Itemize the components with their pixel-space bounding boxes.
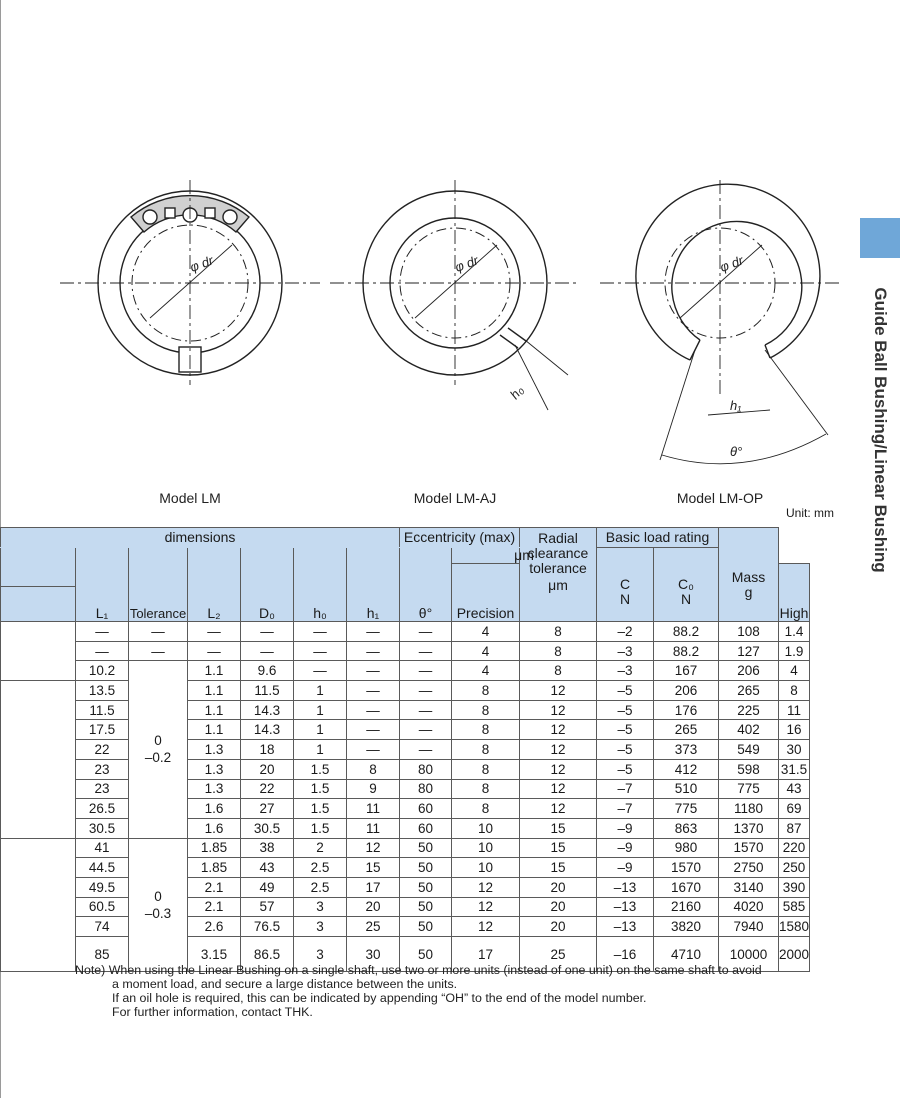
table-row <box>1 740 810 760</box>
table-cell: — <box>294 622 347 642</box>
table-cell: –3 <box>597 641 654 661</box>
table-cell: 23 <box>76 779 129 799</box>
table-cell: 1180 <box>719 799 779 819</box>
lm-aj-dr-label: φ dr <box>452 252 481 275</box>
table-cell: 50 <box>400 897 452 917</box>
table-cell: 2.1 <box>188 877 241 897</box>
table-cell: 15 <box>520 818 597 838</box>
table-cell: 8 <box>779 681 810 701</box>
table-cell: 127 <box>719 641 779 661</box>
table-cell: 1.9 <box>779 641 810 661</box>
table-cell: –13 <box>597 897 654 917</box>
table-cell: 1 <box>294 700 347 720</box>
table-cell: 775 <box>719 779 779 799</box>
table-cell: 20 <box>520 897 597 917</box>
model-lm-drawing <box>60 180 320 385</box>
precision-header: Precision <box>452 564 520 622</box>
table-cell: — <box>400 681 452 701</box>
table-cell: –5 <box>597 740 654 760</box>
table-cell: 1370 <box>719 818 779 838</box>
table-cell: — <box>129 641 188 661</box>
table-row <box>1 641 810 661</box>
table-cell: 4020 <box>719 897 779 917</box>
table-cell: 2.5 <box>294 877 347 897</box>
table-cell: — <box>347 681 400 701</box>
table-cell: 17 <box>452 937 520 972</box>
table-cell: 2000 <box>779 937 810 972</box>
high-header: High <box>779 564 810 622</box>
table-cell: 1.5 <box>294 779 347 799</box>
table-cell: –7 <box>597 779 654 799</box>
table-cell: 412 <box>654 759 719 779</box>
header-blank-cell <box>1 548 76 587</box>
table-cell: 15 <box>520 838 597 858</box>
table-cell: 22 <box>241 779 294 799</box>
table-cell: 8 <box>452 779 520 799</box>
table-cell: 176 <box>654 700 719 720</box>
table-cell: –5 <box>597 681 654 701</box>
table-cell: — <box>400 720 452 740</box>
table-cell: 43 <box>779 779 810 799</box>
table-cell: 12 <box>452 897 520 917</box>
table-cell: 60 <box>400 818 452 838</box>
table-cell: 8 <box>520 622 597 642</box>
table-cell: 1.1 <box>188 661 241 681</box>
row-group-cell <box>1 838 76 971</box>
table-cell: — <box>347 720 400 740</box>
table-cell: 10000 <box>719 937 779 972</box>
table-cell: 57 <box>241 897 294 917</box>
table-cell: 1.85 <box>188 838 241 858</box>
table-row <box>1 799 810 819</box>
model-lm-aj-drawing <box>330 180 580 410</box>
table-cell: –3 <box>597 661 654 681</box>
table-cell: 1570 <box>654 858 719 878</box>
table-cell: 225 <box>719 700 779 720</box>
bushing-diagrams <box>0 170 860 490</box>
table-cell: 43 <box>241 858 294 878</box>
h0-label: h₀ <box>506 382 527 402</box>
table-cell: 775 <box>654 799 719 819</box>
table-cell: 2 <box>294 838 347 858</box>
table-cell: — <box>347 740 400 760</box>
table-cell: 1.5 <box>294 759 347 779</box>
table-cell: 50 <box>400 937 452 972</box>
table-cell: 14.3 <box>241 700 294 720</box>
table-cell: 17 <box>347 877 400 897</box>
eccentricity-unit: μm <box>452 548 597 564</box>
table-cell: 2.1 <box>188 897 241 917</box>
table-cell: 3.15 <box>188 937 241 972</box>
table-cell: 373 <box>654 740 719 760</box>
table-cell: 2160 <box>654 897 719 917</box>
table-cell: 26.5 <box>76 799 129 819</box>
table-cell: — <box>347 700 400 720</box>
table-cell: — <box>241 622 294 642</box>
table-cell: 14.3 <box>241 720 294 740</box>
table-row <box>1 720 810 740</box>
table-row <box>1 917 810 937</box>
table-cell: 23 <box>76 759 129 779</box>
table-cell: 25 <box>520 937 597 972</box>
table-cell: 206 <box>654 681 719 701</box>
table-cell: 402 <box>719 720 779 740</box>
table-cell: 9.6 <box>241 661 294 681</box>
table-cell: 1.1 <box>188 700 241 720</box>
table-cell: 15 <box>347 858 400 878</box>
row-group-cell <box>1 622 76 681</box>
section-title: Guide Ball Bushing/Linear Bushing <box>871 287 890 573</box>
table-cell: 20 <box>520 917 597 937</box>
table-cell: 30 <box>779 740 810 760</box>
table-cell: — <box>129 622 188 642</box>
table-cell: 2.5 <box>294 858 347 878</box>
table-row <box>1 818 810 838</box>
D0-header: D₀ <box>241 548 294 622</box>
table-cell: 86.5 <box>241 937 294 972</box>
table-cell: 50 <box>400 858 452 878</box>
table-cell: 50 <box>400 917 452 937</box>
table-cell: — <box>76 622 129 642</box>
table-cell: 88.2 <box>654 641 719 661</box>
table-cell: 1.6 <box>188 799 241 819</box>
table-cell: — <box>294 641 347 661</box>
table-cell: 11.5 <box>241 681 294 701</box>
table-cell: 15 <box>520 858 597 878</box>
table-cell: 12 <box>347 838 400 858</box>
table-cell: 12 <box>452 917 520 937</box>
table-cell: 1 <box>294 720 347 740</box>
table-cell: 20 <box>347 897 400 917</box>
table-cell: 265 <box>719 681 779 701</box>
table-cell: 8 <box>347 759 400 779</box>
table-cell: 1.6 <box>188 818 241 838</box>
table-cell: 80 <box>400 759 452 779</box>
table-cell: 2.6 <box>188 917 241 937</box>
table-cell: 8 <box>452 740 520 760</box>
table-cell: 1.1 <box>188 720 241 740</box>
table-cell: 11 <box>347 799 400 819</box>
table-cell: 108 <box>719 622 779 642</box>
footnote-line: a moment load, and secure a large distance between the units. <box>112 977 458 991</box>
table-cell: 10 <box>452 858 520 878</box>
table-cell: 1580 <box>779 917 810 937</box>
table-cell: 3 <box>294 917 347 937</box>
table-cell: 510 <box>654 779 719 799</box>
table-cell: — <box>241 641 294 661</box>
table-cell: 1570 <box>719 838 779 858</box>
h1-label: h₁ <box>730 398 742 413</box>
section-tab-marker <box>860 218 900 258</box>
table-cell: 12 <box>520 720 597 740</box>
L2-header: L₂ <box>188 548 241 622</box>
table-row <box>1 700 810 720</box>
table-cell: — <box>347 661 400 681</box>
table-cell: –5 <box>597 759 654 779</box>
basic-load-header: Basic load rating <box>597 528 719 548</box>
table-cell: –9 <box>597 838 654 858</box>
table-cell: 22 <box>76 740 129 760</box>
footnote <box>75 963 855 1019</box>
tolerance-group-cell: 0 –0.2 <box>129 661 188 838</box>
C0-header: C₀ N <box>654 548 719 622</box>
table-cell: 76.5 <box>241 917 294 937</box>
table-cell: 25 <box>347 917 400 937</box>
table-cell: — <box>400 700 452 720</box>
table-cell: 3 <box>294 897 347 917</box>
table-cell: –2 <box>597 622 654 642</box>
table-row <box>1 877 810 897</box>
table-cell: 167 <box>654 661 719 681</box>
table-cell: 10 <box>452 838 520 858</box>
table-cell: — <box>347 641 400 661</box>
table-cell: 20 <box>520 877 597 897</box>
table-cell: 31.5 <box>779 759 810 779</box>
table-row <box>1 838 810 858</box>
table-cell: –9 <box>597 818 654 838</box>
table-cell: –9 <box>597 858 654 878</box>
table-cell: 863 <box>654 818 719 838</box>
table-cell: –13 <box>597 917 654 937</box>
table-cell: 60.5 <box>76 897 129 917</box>
tolerance-header: Tolerance <box>129 548 188 622</box>
table-cell: 12 <box>520 799 597 819</box>
lm-op-dr-label: φ dr <box>717 252 746 275</box>
footnote-line: For further information, contact THK. <box>112 1005 313 1019</box>
table-cell: 1 <box>294 681 347 701</box>
table-cell: –13 <box>597 877 654 897</box>
table-row <box>1 622 810 642</box>
table-row <box>1 681 810 701</box>
model-lm-op-drawing <box>600 180 840 464</box>
table-row <box>1 661 810 681</box>
table-cell: 8 <box>452 681 520 701</box>
radial-clearance-header: Radial clearance tolerance μm <box>520 528 597 622</box>
table-cell: 4 <box>452 661 520 681</box>
table-cell: 4 <box>452 641 520 661</box>
table-cell: 41 <box>76 838 129 858</box>
table-cell: 18 <box>241 740 294 760</box>
table-cell: — <box>188 622 241 642</box>
table-cell: 3820 <box>654 917 719 937</box>
table-cell: 10.2 <box>76 661 129 681</box>
eccentricity-header: Eccentricity (max) <box>400 528 520 548</box>
table-cell: 13.5 <box>76 681 129 701</box>
table-cell: — <box>347 622 400 642</box>
table-cell: 4710 <box>654 937 719 972</box>
L1-header: L₁ <box>76 548 129 622</box>
table-cell: 3 <box>294 937 347 972</box>
table-cell: 7940 <box>719 917 779 937</box>
table-cell: 12 <box>520 681 597 701</box>
table-cell: 1.5 <box>294 799 347 819</box>
table-cell: 12 <box>452 877 520 897</box>
table-cell: –16 <box>597 937 654 972</box>
table-cell: 87 <box>779 818 810 838</box>
table-cell: 69 <box>779 799 810 819</box>
table-cell: 4 <box>452 622 520 642</box>
table-cell: — <box>400 740 452 760</box>
table-cell: 9 <box>347 779 400 799</box>
table-cell: 80 <box>400 779 452 799</box>
table-cell: 2750 <box>719 858 779 878</box>
mass-header: Mass g <box>719 528 779 622</box>
table-cell: 598 <box>719 759 779 779</box>
table-cell: — <box>400 622 452 642</box>
h1-header: h₁ <box>347 548 400 622</box>
table-cell: 250 <box>779 858 810 878</box>
table-cell: 1.3 <box>188 779 241 799</box>
table-row <box>1 858 810 878</box>
h0-header: h₀ <box>294 548 347 622</box>
table-row <box>1 897 810 917</box>
table-cell: 30.5 <box>76 818 129 838</box>
table-cell: 1.3 <box>188 759 241 779</box>
table-cell: –5 <box>597 720 654 740</box>
table-cell: 206 <box>719 661 779 681</box>
model-lm-aj-caption: Model LM-AJ <box>413 490 497 506</box>
table-cell: — <box>400 661 452 681</box>
table-cell: 17.5 <box>76 720 129 740</box>
table-cell: 1.1 <box>188 681 241 701</box>
table-cell: 1670 <box>654 877 719 897</box>
tolerance-group-cell: 0 –0.3 <box>129 838 188 971</box>
footnote-line: If an oil hole is required, this can be indicated by appending “OH” to the end of the model number. <box>112 991 647 1005</box>
table-cell: 980 <box>654 838 719 858</box>
table-cell: — <box>188 641 241 661</box>
dimensions-header: dimensions <box>1 528 400 548</box>
spec-table-body <box>1 622 810 972</box>
theta-label: θ° <box>730 444 743 459</box>
table-cell: 16 <box>779 720 810 740</box>
table-cell: 390 <box>779 877 810 897</box>
footnote-line: Note) When using the Linear Bushing on a single shaft, use two or more units (instead of one unit) on the same shaft to avoid <box>75 963 762 977</box>
row-group-cell <box>1 681 76 839</box>
lm-dr-label: φ dr <box>187 252 216 275</box>
table-cell: 220 <box>779 838 810 858</box>
unit-label: Unit: mm <box>786 506 834 520</box>
model-lm-caption: Model LM <box>159 490 221 506</box>
table-cell: 11 <box>779 700 810 720</box>
table-cell: 49 <box>241 877 294 897</box>
table-cell: 38 <box>241 838 294 858</box>
table-cell: 12 <box>520 779 597 799</box>
table-cell: 12 <box>520 740 597 760</box>
table-cell: –7 <box>597 799 654 819</box>
table-cell: 265 <box>654 720 719 740</box>
table-cell: 12 <box>520 700 597 720</box>
table-cell: 3140 <box>719 877 779 897</box>
table-cell: 85 <box>76 937 129 972</box>
table-cell: — <box>294 661 347 681</box>
table-cell: 8 <box>452 700 520 720</box>
table-cell: 8 <box>520 641 597 661</box>
table-cell: 74 <box>76 917 129 937</box>
theta-header: θ° <box>400 548 452 622</box>
table-cell: 44.5 <box>76 858 129 878</box>
table-cell: 8 <box>452 799 520 819</box>
table-cell: 8 <box>520 661 597 681</box>
table-cell: 30.5 <box>241 818 294 838</box>
table-cell: 8 <box>452 759 520 779</box>
table-cell: 4 <box>779 661 810 681</box>
spec-table <box>0 527 810 972</box>
table-cell: 10 <box>452 818 520 838</box>
model-lm-op-caption: Model LM-OP <box>676 490 764 506</box>
table-cell: 585 <box>779 897 810 917</box>
table-cell: 88.2 <box>654 622 719 642</box>
table-cell: 11.5 <box>76 700 129 720</box>
table-cell: 50 <box>400 838 452 858</box>
table-cell: 12 <box>520 759 597 779</box>
table-cell: — <box>400 641 452 661</box>
table-cell: –5 <box>597 700 654 720</box>
table-row <box>1 759 810 779</box>
header-blank-cell <box>1 587 76 622</box>
table-cell: 1.5 <box>294 818 347 838</box>
table-cell: 60 <box>400 799 452 819</box>
table-cell: 30 <box>347 937 400 972</box>
C-header: C N <box>597 548 654 622</box>
table-row <box>1 779 810 799</box>
table-cell: 549 <box>719 740 779 760</box>
table-cell: 1.85 <box>188 858 241 878</box>
table-cell: 49.5 <box>76 877 129 897</box>
table-cell: 1 <box>294 740 347 760</box>
table-cell: — <box>76 641 129 661</box>
table-cell: 27 <box>241 799 294 819</box>
table-cell: 20 <box>241 759 294 779</box>
table-cell: 1.3 <box>188 740 241 760</box>
table-cell: 11 <box>347 818 400 838</box>
table-cell: 1.4 <box>779 622 810 642</box>
table-cell: 50 <box>400 877 452 897</box>
table-cell: 8 <box>452 720 520 740</box>
